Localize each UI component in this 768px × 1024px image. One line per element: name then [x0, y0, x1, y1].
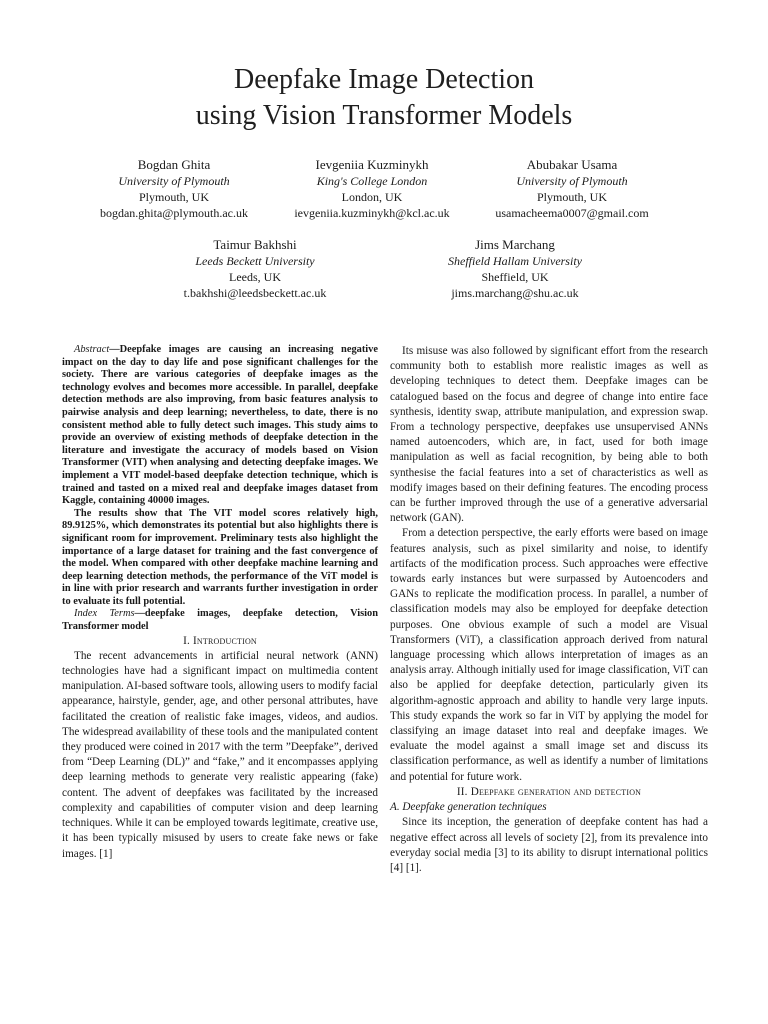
- index-terms-label: Index Terms: [74, 608, 135, 620]
- author-email: jims.marchang@shu.ac.uk: [451, 286, 579, 300]
- author-affiliation: University of Plymouth: [516, 174, 628, 188]
- author-block: [472, 156, 672, 221]
- author-block: [262, 156, 482, 221]
- right-column: [390, 344, 708, 876]
- author-location: Plymouth, UK: [138, 190, 209, 204]
- abstract-paragraph-1: [62, 344, 378, 508]
- author-location: Plymouth, UK: [536, 190, 607, 204]
- body-paragraph-2: From a detection perspective, the early efforts were based on image features analysis, such as pixel similarity and noise, to identify artifacts of the modification process. Such approaches were effective towards early instances but were surpassed by Autoencoders and GANs to replicate the modification process. In parallel, a number of classification models may also be employed for deepfake detection purposes. One obvious example of such a model are Visual Transformers (ViT), a classification approach derived from natural language processing which allows interpretation of images as an analysis array. Although initially used for image classification, ViT can also be applied for deepfake detection, particularly given its algorithm-agnostic approach and ability to handle very large inputs. This study expands the work so far in ViT by applying the model for classifying an image dataset into real and deepfake images. We evaluate the model against a small image set and discuss its classification performance, as well as identify a number of limitations and potential for future work.: [390, 527, 708, 783]
- author-affiliation: Leeds Beckett University: [195, 254, 315, 268]
- author-email: t.bakhshi@leedsbeckett.ac.uk: [183, 286, 327, 300]
- author-location: Sheffield, UK: [481, 270, 549, 284]
- abstract-text-1: —Deepfake images are causing an increasing negative impact on the day to day life and pose significant challenges for the society. There are various categories of deepfake images as the technology evolves and becomes more accessible. In parallel, deepfake detection methods are also improving, from basic features analysis to pairwise analysis and deep learning; nevertheless, to date, there is no consistent method able to fully detect such images. This study aims to provide an overview of existing methods of deepfake detection in the literature and investigate the accuracy of models based on Vision Transformer (VIT) when analysing and detecting deepfake images. We implement a VIT model-based deepfake detection technique, which is trained and tasted on a mixed real and deepfake images dataset from Kaggle, containing 40000 images.: [62, 344, 378, 507]
- author-name: Jims Marchang: [475, 237, 555, 252]
- section-heading-introduction: I. Introduction: [183, 634, 257, 647]
- index-terms-text: —deepfake images, deepfake detection, Vision Transformer model: [62, 608, 378, 633]
- paper-title: [0, 62, 768, 134]
- author-block: [155, 236, 355, 301]
- author-name: Taimur Bakhshi: [213, 237, 297, 252]
- author-name: Ievgeniia Kuzminykh: [315, 157, 429, 172]
- author-email: ievgeniia.kuzminykh@kcl.ac.uk: [294, 206, 450, 220]
- author-affiliation: King's College London: [316, 174, 428, 188]
- author-block: [415, 236, 615, 301]
- title-line-1: Deepfake Image Detection: [233, 64, 535, 95]
- author-name: Bogdan Ghita: [137, 157, 211, 172]
- index-terms: [62, 608, 378, 633]
- author-affiliation: Sheffield Hallam University: [448, 254, 582, 268]
- author-location: London, UK: [341, 190, 403, 204]
- section-heading-2: II. Deepfake generation and detection: [456, 785, 642, 798]
- abstract: [62, 344, 378, 634]
- subsection-heading: A. Deepfake generation techniques: [390, 801, 547, 814]
- author-email: usamacheema0007@gmail.com: [495, 206, 649, 220]
- abstract-label: Abstract: [74, 344, 110, 355]
- body-paragraph-3: Since its inception, the generation of deepfake content has had a negative effect across all levels of society [2], from its prevalence into everyday social media [3] to its ability to disrupt international politics [4] [1].: [390, 816, 708, 874]
- author-location: Leeds, UK: [229, 270, 281, 284]
- left-column: [62, 344, 378, 862]
- author-email: bogdan.ghita@plymouth.ac.uk: [99, 206, 249, 220]
- author-affiliation: University of Plymouth: [118, 174, 230, 188]
- author-block: [74, 156, 274, 221]
- author-name: Abubakar Usama: [526, 157, 618, 172]
- body-paragraph-1: Its misuse was also followed by significant effort from the research community both to establish more realistic images as well as developing techniques to detect them. Deepfake images can be catalogued based on the focus and degree of change into entire face synthesis, identity swap, attribute manipulation, and expression swap. From a technology perspective, deepfakes use unsupervised ANNs named autoencoders, which are, in fact, used for both image manipulation as well as facial recognition, by being able to both synthesise the facial features into a set of characteristics as well as modify images based on their defining features. The encoding process can be further improved through the use of a generative adversarial network (GAN).: [390, 345, 708, 525]
- abstract-paragraph-2: The results show that The VIT model scores relatively high, 89.9125%, which demonstrates its potential but also highlights there is significant room for improvement. Preliminary tests also highlight the importance of a large dataset for training and the fast convergence of the model. When compared with other deepfake machine learning and deep learning detection methods, the performance of the ViT model is in line with prior research and warrants further investigation in order to evaluate its full potential.: [62, 507, 378, 607]
- intro-paragraph-1: The recent advancements in artificial neural network (ANN) technologies have had a significant impact on multimedia content manipulation. AI-based software tools, allowing users to modify facial appearance, hairstyle, gender, age, and other personal attributes, have facilitated the creation of realistic fake images, videos, and audios. The widespread availability of these tools and the manipulated content they produced were coined in 2017 with the term ”Deepfake”, derived from “Deep Learning (DL)” and “fake,” and it encompasses applying deep learning methods to generate very realistic appearing (fake) content. The advent of deepfakes was facilitated by the increased complexity and capabilities of computer vision and deep learning techniques. While it can be employed towards legitimate, creative use, it has been typically misused by users to create fake news or fake images. [1]: [62, 649, 378, 860]
- title-line-2: using Vision Transformer Models: [195, 100, 573, 131]
